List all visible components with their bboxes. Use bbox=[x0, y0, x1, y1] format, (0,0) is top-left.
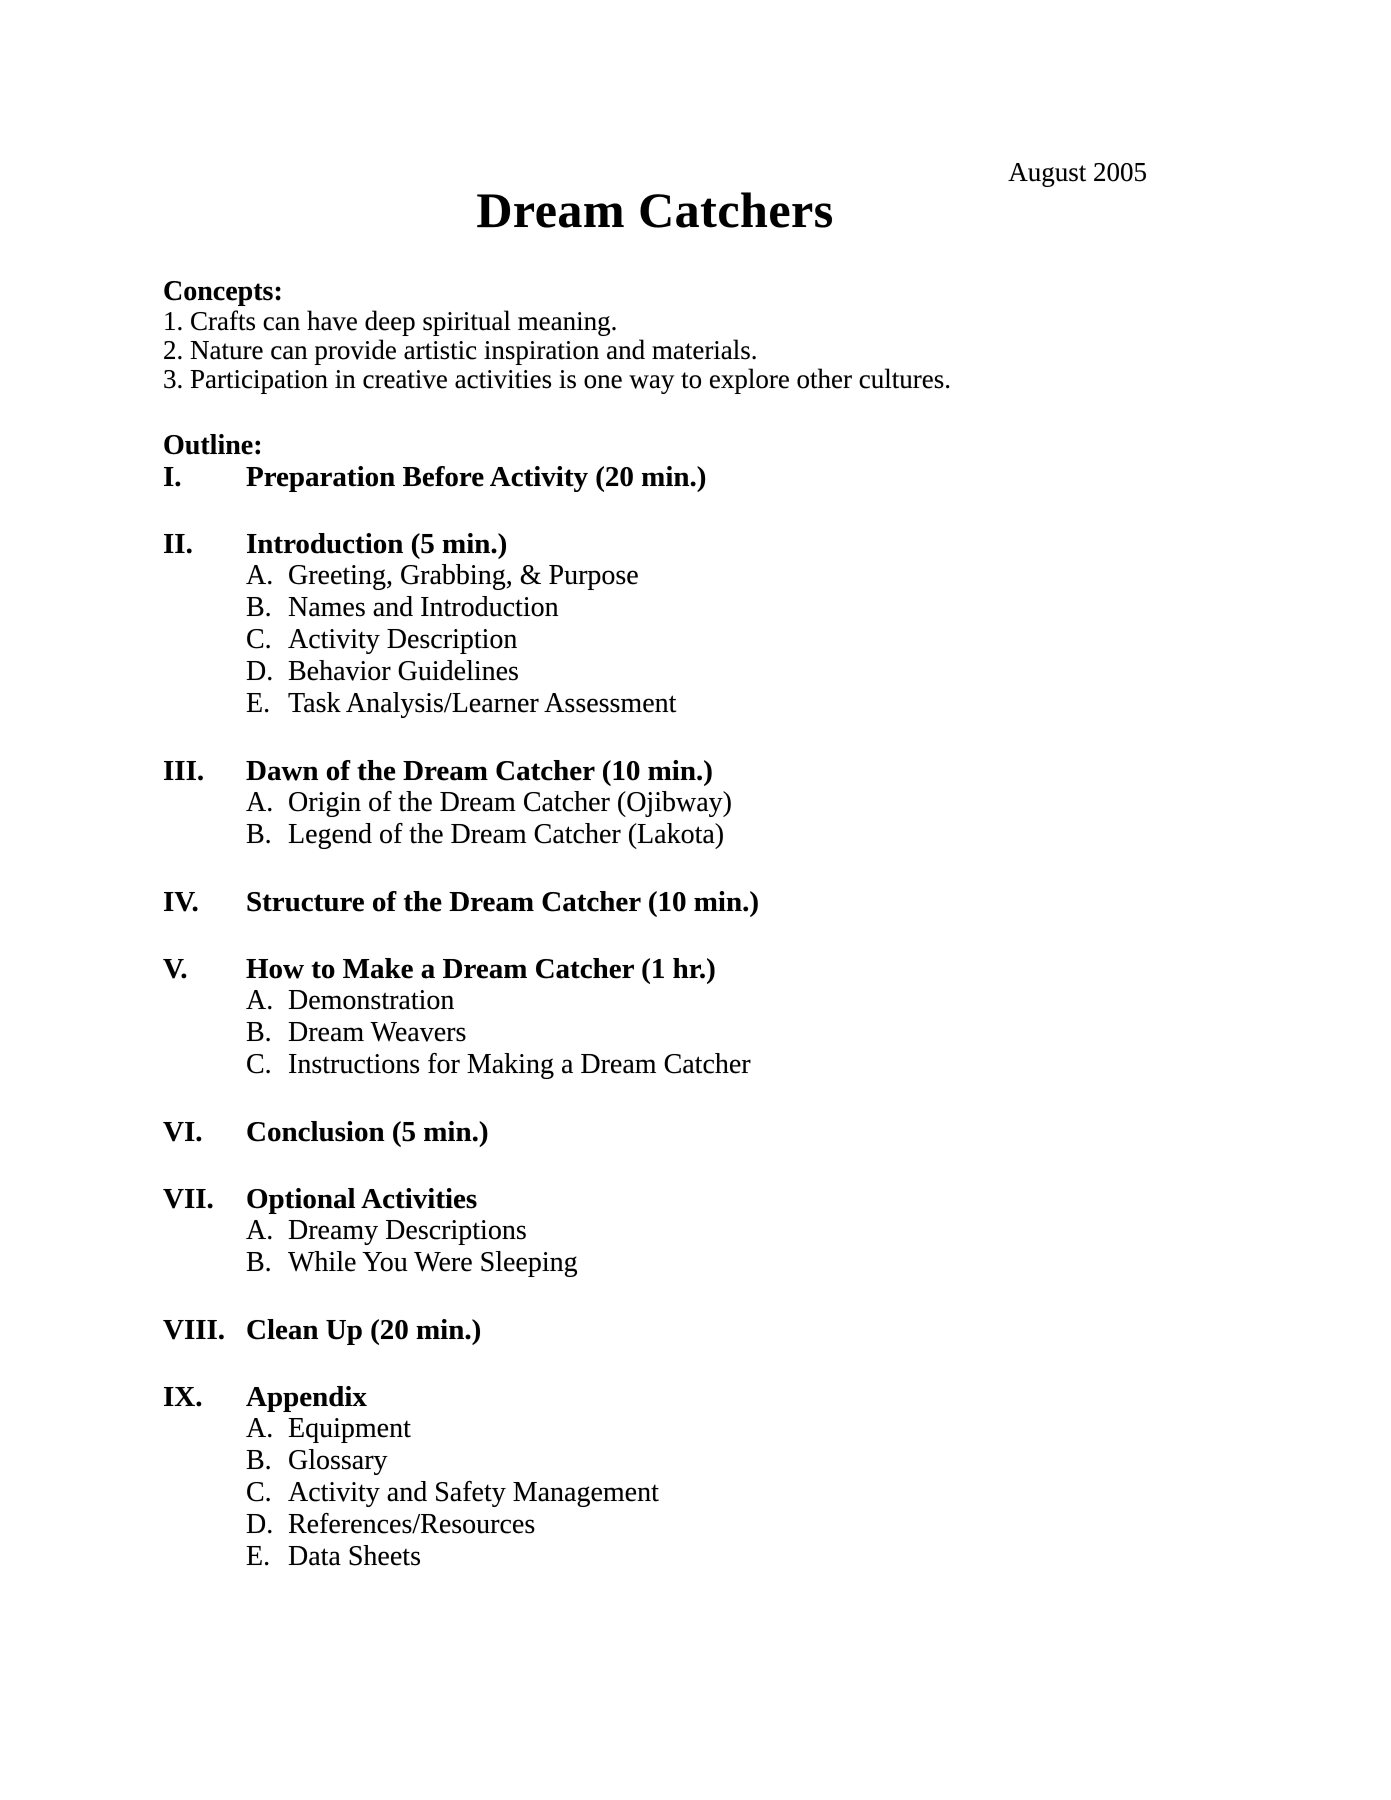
outline-list bbox=[163, 461, 1273, 1573]
outline-subitem-letter: C. bbox=[246, 1477, 272, 1508]
outline-subitem bbox=[246, 1541, 1273, 1573]
concept-item: 3. Participation in creative activities is one way to explore other cultures. bbox=[163, 364, 951, 394]
outline-subitem-text: Names and Introduction bbox=[288, 592, 559, 623]
outline-subitem-letter: B. bbox=[246, 819, 272, 850]
outline-section-heading-row bbox=[163, 1381, 1273, 1413]
outline-section-item bbox=[163, 1314, 1273, 1346]
outline-section-numeral: II. bbox=[163, 528, 193, 560]
outline-section-item bbox=[163, 755, 1273, 851]
outline-section-heading-row bbox=[163, 528, 1273, 560]
outline-section-title: How to Make a Dream Catcher (1 hr.) bbox=[246, 953, 716, 985]
outline-section-numeral: VI. bbox=[163, 1116, 203, 1148]
outline-section-heading-row bbox=[163, 886, 1273, 918]
outline-section-title: Clean Up (20 min.) bbox=[246, 1314, 482, 1346]
outline-section-heading-row bbox=[163, 953, 1273, 985]
outline-section-numeral: V. bbox=[163, 953, 188, 985]
outline-subitem bbox=[246, 688, 1273, 720]
outline-subitem-letter: A. bbox=[246, 560, 274, 591]
outline-subitem-letter: D. bbox=[246, 1509, 274, 1540]
outline-subitem-letter: C. bbox=[246, 1049, 272, 1080]
outline-subitem-letter: E. bbox=[246, 688, 271, 719]
outline-section-numeral: IX. bbox=[163, 1381, 203, 1413]
outline-subitem-text: References/Resources bbox=[288, 1509, 536, 1540]
outline-subitem-letter: A. bbox=[246, 1413, 274, 1444]
outline-section-title: Dawn of the Dream Catcher (10 min.) bbox=[246, 755, 713, 787]
outline-section-title: Introduction (5 min.) bbox=[246, 528, 508, 560]
outline-subitem-letter: B. bbox=[246, 1017, 272, 1048]
outline-subitem-text: Greeting, Grabbing, & Purpose bbox=[288, 560, 639, 591]
outline-subitem bbox=[246, 1413, 1273, 1445]
outline-subitem-text: Origin of the Dream Catcher (Ojibway) bbox=[288, 787, 732, 818]
outline-section-title: Appendix bbox=[246, 1381, 367, 1413]
outline-subitem-letter: A. bbox=[246, 787, 274, 818]
outline-subitem bbox=[246, 1477, 1273, 1509]
outline-section-item bbox=[163, 1116, 1273, 1148]
outline-section-numeral: VIII. bbox=[163, 1314, 226, 1346]
outline-heading: Outline: bbox=[163, 430, 263, 461]
outline-subitem-text: Activity and Safety Management bbox=[288, 1477, 659, 1508]
outline-subitem-text: While You Were Sleeping bbox=[288, 1247, 578, 1278]
outline-subitem bbox=[246, 1049, 1273, 1081]
concepts-list bbox=[163, 307, 1273, 394]
outline-section-numeral: III. bbox=[163, 755, 205, 787]
outline-section-item bbox=[163, 461, 1273, 493]
outline-section-heading-row bbox=[163, 1314, 1273, 1346]
document-body bbox=[163, 277, 1273, 1573]
outline-section-item bbox=[163, 953, 1273, 1081]
page-title: Dream Catchers bbox=[476, 182, 834, 238]
document-date: August 2005 bbox=[1008, 157, 1147, 187]
outline-section-heading-row bbox=[163, 755, 1273, 787]
outline-section-heading-row bbox=[163, 461, 1273, 493]
outline-subitem bbox=[246, 1017, 1273, 1049]
outline-subitem-letter: E. bbox=[246, 1541, 271, 1572]
outline-section-title: Preparation Before Activity (20 min.) bbox=[246, 461, 707, 493]
concept-item: 2. Nature can provide artistic inspiration and materials. bbox=[163, 335, 758, 365]
outline-subitem bbox=[246, 656, 1273, 688]
outline-section-numeral: I. bbox=[163, 461, 182, 493]
outline-subitem-text: Dreamy Descriptions bbox=[288, 1215, 527, 1246]
outline-subitem bbox=[246, 624, 1273, 656]
outline-subitem-text: Activity Description bbox=[288, 624, 518, 655]
outline-subitem-text: Task Analysis/Learner Assessment bbox=[288, 688, 677, 719]
outline-subitem-letter: B. bbox=[246, 592, 272, 623]
outline-subitem-text: Dream Weavers bbox=[288, 1017, 467, 1048]
outline-subitem-text: Behavior Guidelines bbox=[288, 656, 519, 687]
outline-subitem bbox=[246, 560, 1273, 592]
outline-section-heading-row bbox=[163, 1116, 1273, 1148]
outline-subitem-letter: A. bbox=[246, 985, 274, 1016]
outline-section-numeral: IV. bbox=[163, 886, 199, 918]
outline-section-item bbox=[163, 1183, 1273, 1279]
outline-subitem-text: Instructions for Making a Dream Catcher bbox=[288, 1049, 751, 1080]
concept-item: 1. Crafts can have deep spiritual meaning. bbox=[163, 306, 618, 336]
outline-subitem-letter: B. bbox=[246, 1247, 272, 1278]
outline-subitem bbox=[246, 1215, 1273, 1247]
outline-section-item bbox=[163, 528, 1273, 720]
outline-subitem bbox=[246, 985, 1273, 1017]
outline-section-title: Optional Activities bbox=[246, 1183, 478, 1215]
concepts-heading: Concepts: bbox=[163, 276, 283, 307]
outline-section-numeral: VII. bbox=[163, 1183, 214, 1215]
outline-subitem-text: Equipment bbox=[288, 1413, 411, 1444]
outline-subitem bbox=[246, 1509, 1273, 1541]
outline-subitem-letter: C. bbox=[246, 624, 272, 655]
outline-section-item bbox=[163, 886, 1273, 918]
outline-subitem-letter: D. bbox=[246, 656, 274, 687]
outline-subitem-text: Legend of the Dream Catcher (Lakota) bbox=[288, 819, 725, 850]
outline-subitem bbox=[246, 787, 1273, 819]
outline-subitem bbox=[246, 592, 1273, 624]
outline-subitem-letter: B. bbox=[246, 1445, 272, 1476]
outline-section-heading-row bbox=[163, 1183, 1273, 1215]
outline-section bbox=[163, 431, 1273, 1573]
outline-subitem-text: Demonstration bbox=[288, 985, 455, 1016]
outline-section-title: Structure of the Dream Catcher (10 min.) bbox=[246, 886, 760, 918]
outline-section-title: Conclusion (5 min.) bbox=[246, 1116, 489, 1148]
outline-subitem bbox=[246, 1247, 1273, 1279]
outline-section-item bbox=[163, 1381, 1273, 1573]
concepts-section bbox=[163, 277, 1273, 394]
outline-subitem-text: Glossary bbox=[288, 1445, 388, 1476]
outline-subitem bbox=[246, 1445, 1273, 1477]
outline-subitem-letter: A. bbox=[246, 1215, 274, 1246]
outline-subitem-text: Data Sheets bbox=[288, 1541, 421, 1572]
outline-subitem bbox=[246, 819, 1273, 851]
